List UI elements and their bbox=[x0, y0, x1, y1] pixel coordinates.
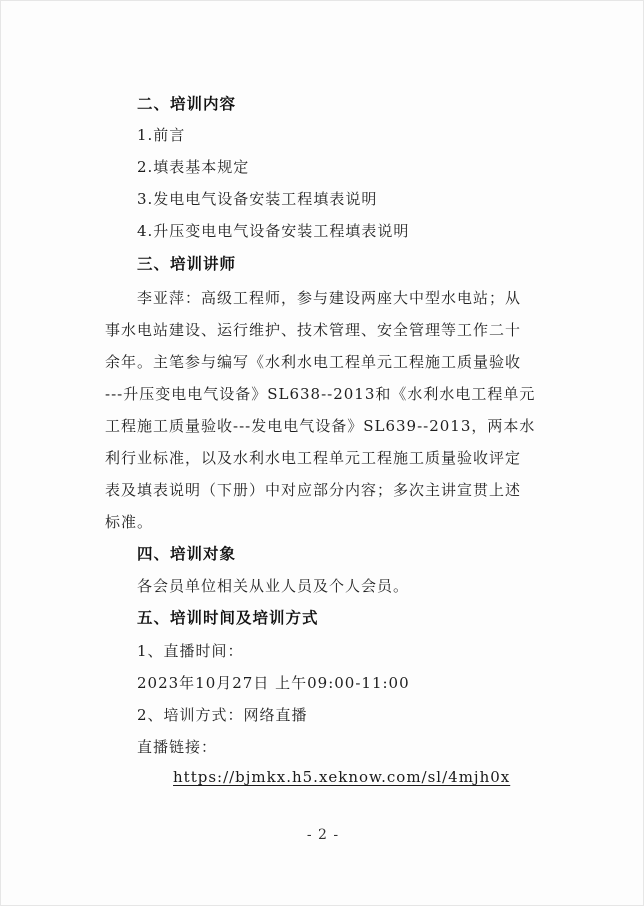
trainer-bio-line-5: 工程施工质量验收---发电电气设备》SL639--2013，两本水 bbox=[105, 417, 536, 435]
section-heading-audience: 四、培训对象 bbox=[137, 545, 237, 563]
live-time-label: 1、直播时间： bbox=[137, 642, 244, 660]
live-link-label: 直播链接： bbox=[137, 738, 218, 756]
content-item-2: 2.填表基本规定 bbox=[137, 158, 250, 176]
audience-text: 各会员单位相关从业人员及个人会员。 bbox=[137, 577, 410, 595]
trainer-bio-line-7: 表及填表说明（下册）中对应部分内容；多次主讲宣贯上述 bbox=[105, 481, 522, 499]
live-time-value: 2023年10月27日 上午09:00-11:00 bbox=[137, 674, 410, 692]
trainer-bio-line-3: 余年。主笔参与编写《水利水电工程单元工程施工质量验收 bbox=[105, 353, 522, 371]
page-number: - 2 - bbox=[306, 827, 340, 843]
content-item-4: 4.升压变电电气设备安装工程填表说明 bbox=[137, 222, 410, 240]
trainer-bio-line-2: 事水电站建设、运行维护、技术管理、安全管理等工作二十 bbox=[105, 321, 522, 339]
trainer-bio-line-6: 利行业标准，以及水利水电工程单元工程施工质量验收评定 bbox=[105, 449, 522, 467]
trainer-bio-line-4: ---升压变电电气设备》SL638--2013和《水利水电工程单元 bbox=[105, 385, 536, 403]
trainer-bio-line-8: 标准。 bbox=[105, 513, 154, 531]
content-item-1: 1.前言 bbox=[137, 126, 186, 144]
section-heading-trainer: 三、培训讲师 bbox=[137, 255, 237, 273]
section-heading-time-and-method: 五、培训时间及培训方式 bbox=[137, 609, 319, 627]
content-item-3: 3.发电电气设备安装工程填表说明 bbox=[137, 190, 378, 208]
training-method-line: 2、培训方式：网络直播 bbox=[137, 706, 308, 724]
live-stream-link[interactable]: https://bjmkx.h5.xeknow.com/sl/4mjh0x bbox=[173, 768, 511, 786]
trainer-bio-line-1: 李亚萍：高级工程师，参与建设两座大中型水电站；从 bbox=[137, 289, 522, 307]
section-heading-training-content: 二、培训内容 bbox=[137, 95, 237, 113]
